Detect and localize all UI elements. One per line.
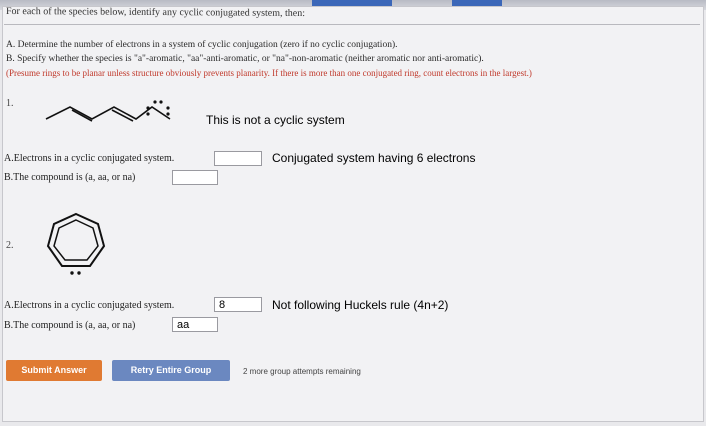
problem-1-line-a: A.Electrons in a cyclic conjugated system. <box>4 153 175 164</box>
problem-1-line-b: B.The compound is (a, aa, or na) <box>4 172 136 183</box>
problem-1-structure <box>40 95 180 127</box>
problem-1-type-input[interactable] <box>172 170 218 185</box>
problem-1-note-top: This is not a cyclic system <box>206 113 345 127</box>
problem-1-number: 1. <box>6 98 14 109</box>
submit-answer-button[interactable]: Submit Answer <box>6 360 102 381</box>
problem-1-electrons-input[interactable] <box>214 151 262 166</box>
problem-2-number: 2. <box>6 240 14 251</box>
problem-2-structure <box>40 208 112 280</box>
problem-2-type-input[interactable]: aa <box>172 317 218 332</box>
problem-1-note-a: Conjugated system having 6 electrons <box>272 151 476 165</box>
attempts-remaining: 2 more group attempts remaining <box>243 367 361 376</box>
retry-entire-group-button[interactable]: Retry Entire Group <box>112 360 230 381</box>
problem-2-line-b: B.The compound is (a, aa, or na) <box>4 320 136 331</box>
instruction-a: A. Determine the number of electrons in a system of cyclic conjugation (zero if no cyclic conjugation). <box>6 40 398 50</box>
problem-2-electrons-input[interactable]: 8 <box>214 297 262 312</box>
question-header: For each of the species below, identify any cyclic conjugated system, then: <box>6 5 305 20</box>
problem-2-note-a: Not following Huckels rule (4n+2) <box>272 298 449 312</box>
instruction-b: B. Specify whether the species is "a"-aromatic, "aa"-anti-aromatic, or "na"-non-aromatic (neither aromatic nor anti-aromatic). <box>6 54 484 64</box>
instruction-note: (Presume rings to be planar unless structure obviously prevents planarity. If there is more than one conjugated ring, count electrons in the largest.) <box>6 68 532 78</box>
problem-2-line-a: A.Electrons in a cyclic conjugated system. <box>4 300 175 311</box>
header-divider <box>4 24 700 25</box>
